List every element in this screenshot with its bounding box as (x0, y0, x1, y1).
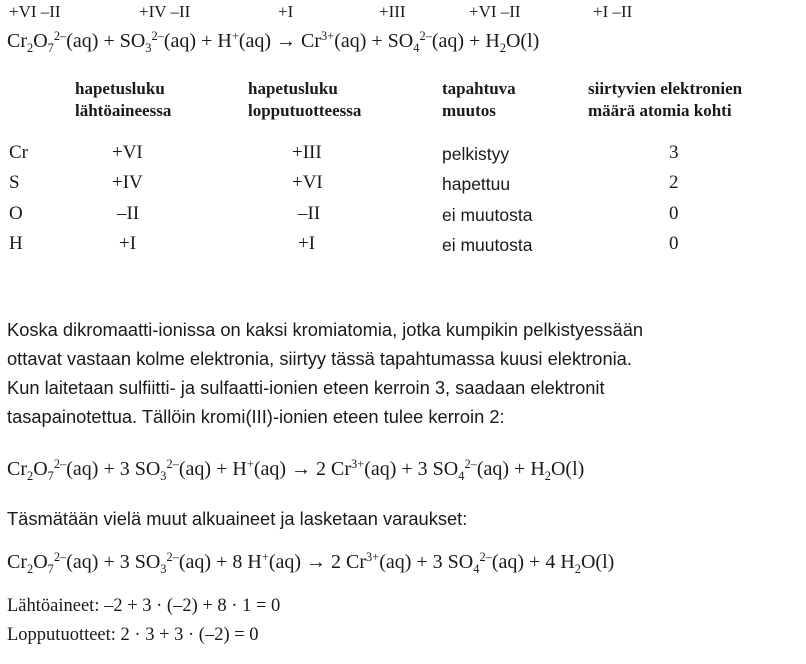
row-electrons: 0 (669, 233, 679, 254)
table-header-start: hapetusluku lähtöaineessa (75, 79, 172, 120)
row-start: +VI (112, 142, 143, 163)
table-header-end: hapetusluku lopputuotteessa (248, 79, 362, 120)
row-end: +VI (292, 172, 323, 193)
row-end: +I (298, 233, 316, 254)
row-element: H (9, 233, 23, 254)
row-start: –II (117, 203, 140, 224)
row-element: O (9, 203, 23, 224)
row-end: –II (298, 203, 321, 224)
oxidation-number-h: +I (278, 2, 294, 21)
row-start: +IV (112, 172, 143, 193)
charge-check-reactants: Lähtöaineet: –2 + 3 · (–2) + 8 · 1 = 0 (7, 596, 281, 616)
table-header-change: tapahtuva muutos (442, 79, 516, 120)
row-end: +III (292, 142, 322, 163)
row-change: ei muutosta (442, 235, 533, 255)
row-change: hapettuu (442, 174, 511, 194)
oxidation-number-h2o: +I –II (593, 2, 633, 21)
explanation-paragraph: Koska dikromaatti-ionissa on kaksi kromiatomia, jotka kumpikin pelkistyessään ottavat vastaan kolme elektronia, siirtyy tässä tapahtumassa kuusi elektronia. Kun laitetaan sulfiitti- ja sulfaatti-ionien eteen kerroin 3, saadaan elektronit tasapainotettua. Tällöin kromi(III)-ionien eteen tulee kerroin 2: (7, 319, 644, 427)
row-electrons: 3 (669, 142, 679, 163)
charge-check-products: Lopputuotteet: 2 · 3 + 3 · (–2) = 0 (7, 625, 259, 645)
oxidation-number-so4: +VI –II (469, 2, 521, 21)
oxidation-number-cr2o7: +VI –II (9, 2, 61, 21)
equation-intermediate: $Cr_2O_7^{2-}(aq) + 3$ $SO_3^{2-}(aq) + H^+(aq) \to 2$ $Cr^{3+}(aq) + 3$ $SO_4^{2-}(aq) + H_2O(l)$ (7, 457, 585, 483)
oxidation-number-cr3: +III (379, 2, 406, 21)
row-electrons: 2 (669, 172, 679, 193)
row-electrons: 0 (669, 203, 679, 224)
equation-unbalanced: $Cr_2O_7^{2-}(aq) + SO_3^{2-}(aq) + H^+(aq) \to Cr^{3+}(aq) + SO_4^{2-}(aq) + H_2O(l)$ (7, 29, 540, 55)
oxidation-number-so3: +IV –II (139, 2, 191, 21)
row-start: +I (119, 233, 137, 254)
instruction-text: Täsmätään vielä muut alkuaineet ja lasketaan varaukset: (7, 508, 468, 529)
row-element: Cr (9, 142, 28, 163)
table-header-electrons: siirtyvien elektronien määrä atomia kohti (588, 79, 743, 120)
row-change: pelkistyy (442, 144, 510, 164)
equation-balanced: $Cr_2O_7^{2-}(aq) + 3$ $SO_3^{2-}(aq) + 8$ H+(aq) → 2 $Cr^{3+}(aq) + 3$ $SO_4^{2-}(aq) + 4$ $H_2O(l)$ (7, 550, 615, 576)
row-element: S (9, 172, 20, 193)
row-change: ei muutosta (442, 205, 533, 225)
